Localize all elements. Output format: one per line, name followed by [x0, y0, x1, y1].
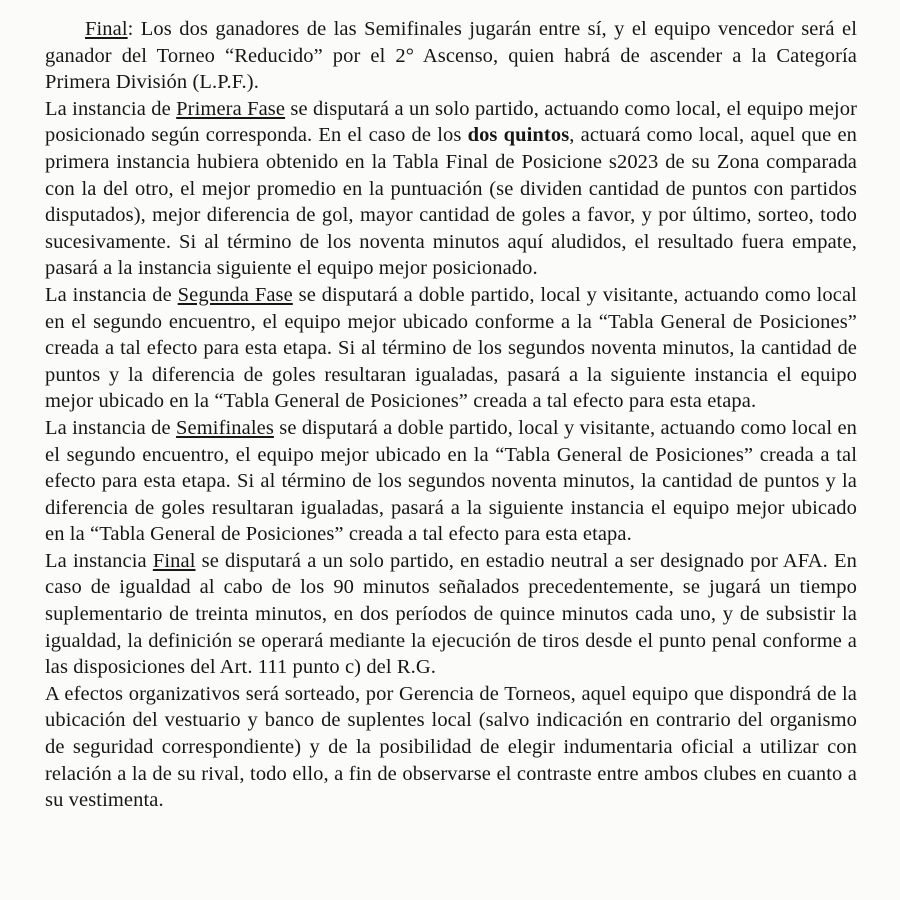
paragraph-final-intro — [45, 16, 857, 96]
text-run: se disputará a doble partido, local y visitante, actuando como local en el segundo encuentro, el equipo mejor ubicado conforme a la “Tabla General de Posiciones” creada a tal efecto para esta etapa. Si al término de los segundos noventa minutos, la cantidad de puntos y la diferencia de goles resultaran igualadas, pasará a la siguiente instancia el equipo mejor ubicado en la “Tabla General de Posiciones” creada a tal efecto para esta etapa. — [45, 283, 857, 413]
bold-phrase: dos quintos — [467, 124, 570, 147]
text-run: , actuará como local, aquel que en primera instancia hubiera obtenido en la Tabla Final de Posicione s2023 de su Zona comparada con la del otro, el mejor promedio en la puntuación (se dividen cantidad de puntos con partidos disputados), mejor diferencia de gol, mayor cantidad de goles a favor, y por último, sorteo, todo sucesivamente. Si al término de los noventa minutos aquí aludidos, el resultado fuera empate, pasará a la instancia siguiente el equipo mejor posicionado. — [45, 124, 857, 280]
text-run: se disputará a doble partido, local y visitante, actuando como local en el segundo encuentro, el equipo mejor ubicado en la “Tabla General de Posiciones” creada a tal efecto para esta etapa. Si al término de los segundos noventa minutos, la cantidad de puntos y la diferencia de goles resultaran igualadas, pasará a la siguiente instancia el equipo mejor ubicado en la “Tabla General de Posiciones” creada a tal efecto para esta etapa. — [45, 416, 858, 546]
text-run: A efectos organizativos será sorteado, por Gerencia de Torneos, aquel equipo que dispondrá de la ubicación del vestuario y banco de suplentes local (salvo indicación en contrario del organismo de seguridad correspondiente) y de la posibilidad de elegir indumentaria oficial a utilizar con relación a la de su rival, todo ello, a fin de observarse el contraste entre ambos clubes en cuanto a su vestimenta. — [45, 682, 857, 812]
paragraph-final-match — [45, 548, 857, 681]
paragraph-organizativo — [45, 681, 857, 814]
text-run: La instancia de — [45, 416, 177, 439]
paragraph-primera-fase — [45, 96, 857, 282]
paragraph-semifinales — [45, 415, 857, 548]
paragraph-segunda-fase — [45, 282, 857, 415]
text-run: se disputará a un solo partido, en estadio neutral a ser designado por AFA. En caso de igualdad al cabo de los 90 minutos señalados precedentemente, se jugará un tiempo suplementario de treinta minutos, en dos períodos de quince minutos cada uno, y de subsistir la igualdad, la definición se operará mediante la ejecución de tiros desde el punto penal conforme a las disposiciones del Art. 111 punto c) del R.G. — [45, 549, 857, 679]
underlined-phrase: Segunda Fase — [177, 283, 293, 306]
underlined-phrase: Primera Fase — [176, 97, 286, 120]
underlined-phrase: Semifinales — [176, 416, 274, 439]
text-run: : Los dos ganadores de las Semifinales jugarán entre sí, y el equipo vencedor será el ganador del Torneo “Reducido” por el 2° Ascenso, quien habrá de ascender a la Categoría Primera División (L.P.F.). — [45, 18, 857, 94]
underlined-phrase: Final — [85, 18, 128, 40]
text-run: La instancia de — [45, 97, 177, 120]
underlined-phrase: Final — [152, 549, 196, 572]
text-run: se disputará a un solo partido, actuando como local, el equipo mejor posicionado según corresponda. En el caso de los — [45, 97, 858, 147]
text-run: La instancia de — [45, 283, 178, 306]
text-run: La instancia — [45, 549, 153, 572]
